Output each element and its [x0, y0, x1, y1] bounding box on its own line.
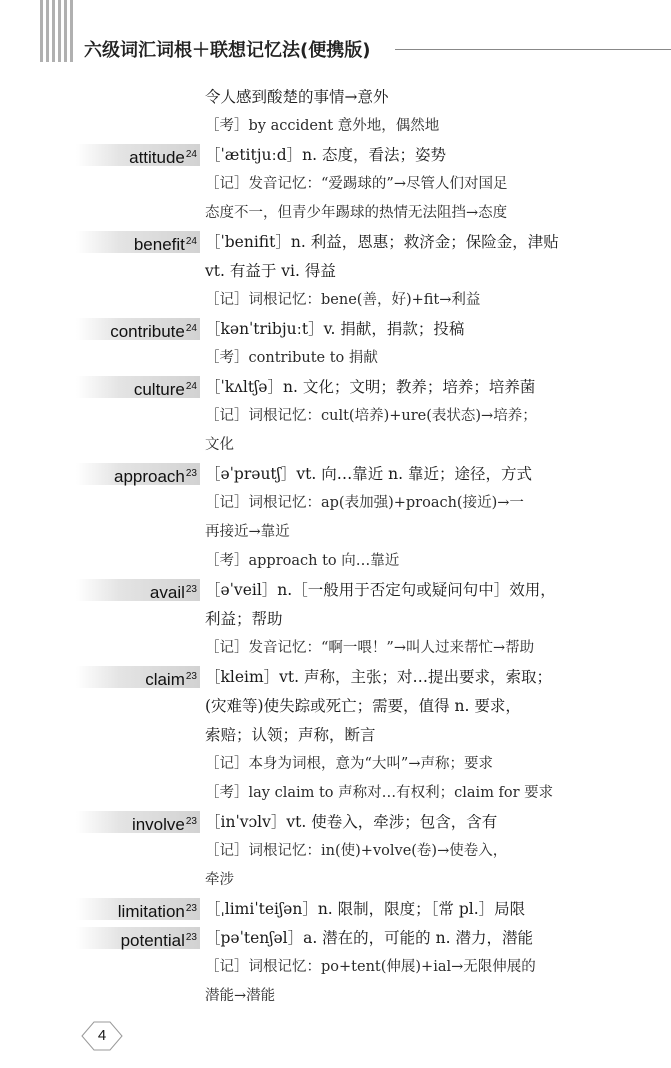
text-line: 潜能→潜能: [205, 988, 276, 1004]
text-line: ［考］lay claim to 声称对…有权利；claim for 要求: [205, 785, 554, 801]
headword: culture$^{24}$: [76, 376, 200, 398]
text-line: 索赔；认领；声称，断言: [205, 726, 376, 744]
frequency: 24: [185, 236, 197, 247]
book-title: 六级词汇词根＋联想记忆法(便携版): [84, 40, 371, 61]
text-line: ［记］词根记忆：po+tent(伸展)+ial→无限伸展的: [205, 959, 536, 975]
text-line: ［考］approach to 向…靠近: [205, 553, 400, 569]
text-line: ［əˈprəutʃ］vt. 向…靠近 n. 靠近；途径，方式: [205, 465, 532, 483]
text-line: ［ˌlimiˈteiʃən］n. 限制，限度；［常 pl.］局限: [205, 900, 526, 918]
headword: limitation$^{23}$: [76, 898, 200, 920]
text-line: 利益；帮助: [205, 610, 283, 628]
text-line: ［记］词根记忆：cult(培养)+ure(表状态)→培养；: [205, 408, 537, 424]
headword: approach$^{23}$: [76, 463, 200, 485]
text-line: ［记］词根记忆：ap(表加强)+proach(接近)→一: [205, 495, 524, 511]
frequency: 24: [185, 381, 197, 392]
text-line: vt. 有益于 vi. 得益: [205, 262, 336, 280]
headword: potential$^{23}$: [76, 927, 200, 949]
text-line: 态度不一，但青少年踢球的热情无法阻挡→态度: [205, 205, 508, 221]
text-line: ［pəˈtenʃəl］a. 潜在的，可能的 n. 潜力，潜能: [205, 929, 533, 947]
text-line: 文化: [205, 437, 234, 453]
text-line: ［记］发音记忆：“啊一喂！”→叫人过来帮忙→帮助: [205, 640, 535, 656]
text-line: ［考］by accident 意外地，偶然地: [205, 118, 440, 134]
headword: benefit$^{24}$: [76, 231, 200, 253]
headword: claim$^{23}$: [76, 666, 200, 688]
frequency: 23: [185, 932, 197, 943]
frequency: 23: [185, 584, 197, 595]
text-line: ［记］本身为词根，意为“大叫”→声称；要求: [205, 756, 493, 772]
page-number-text: 4: [97, 1027, 107, 1044]
headword: contribute$^{24}$: [76, 318, 200, 340]
frequency: 23: [185, 671, 197, 682]
headword: attitude$^{24}$: [76, 144, 200, 166]
text-line: 再接近→靠近: [205, 524, 290, 540]
page-header: [0, 0, 671, 72]
text-line: ［ˈbenifit］n. 利益，恩惠；救济金；保险金，津贴: [205, 233, 559, 251]
headword: avail$^{23}$: [76, 579, 200, 601]
text-line: ［ˈkʌltʃə］n. 文化；文明；教养；培养；培养菌: [205, 378, 536, 396]
headword: involve$^{23}$: [76, 811, 200, 833]
text-line: ［ˈætitjuːd］n. 态度，看法；姿势: [205, 146, 447, 164]
text-line: ［kənˈtribjuːt］v. 捐献，捐款；投稿: [205, 320, 465, 338]
frequency: 24: [185, 149, 197, 160]
frequency: 23: [185, 468, 197, 479]
page-number: [80, 1018, 124, 1054]
text-line: ［kleim］vt. 声称，主张；对…提出要求，索取；: [205, 668, 553, 686]
frequency: 23: [185, 903, 197, 914]
text-line: ［记］词根记忆：bene(善，好)+fit→利益: [205, 292, 481, 308]
text-line: 令人感到酸楚的事情→意外: [205, 88, 389, 106]
text-line: (灾难等)使失踪或死亡；需要，值得 n. 要求，: [205, 697, 521, 715]
header-rule: [395, 49, 671, 50]
text-line: 牵涉: [205, 872, 234, 888]
text-line: ［əˈveil］n.［一般用于否定句或疑问句中］效用，: [205, 581, 556, 599]
header-stripe-decoration: [40, 0, 74, 62]
frequency: 23: [185, 816, 197, 827]
text-line: ［记］发音记忆：“爱踢球的”→尽管人们对国足: [205, 176, 508, 192]
text-line: ［inˈvɔlv］vt. 使卷入，牵涉；包含，含有: [205, 813, 498, 831]
text-line: ［记］词根记忆：in(使)+volve(卷)→使卷入，: [205, 843, 508, 859]
text-line: ［考］contribute to 捐献: [205, 350, 378, 366]
frequency: 24: [185, 323, 197, 334]
